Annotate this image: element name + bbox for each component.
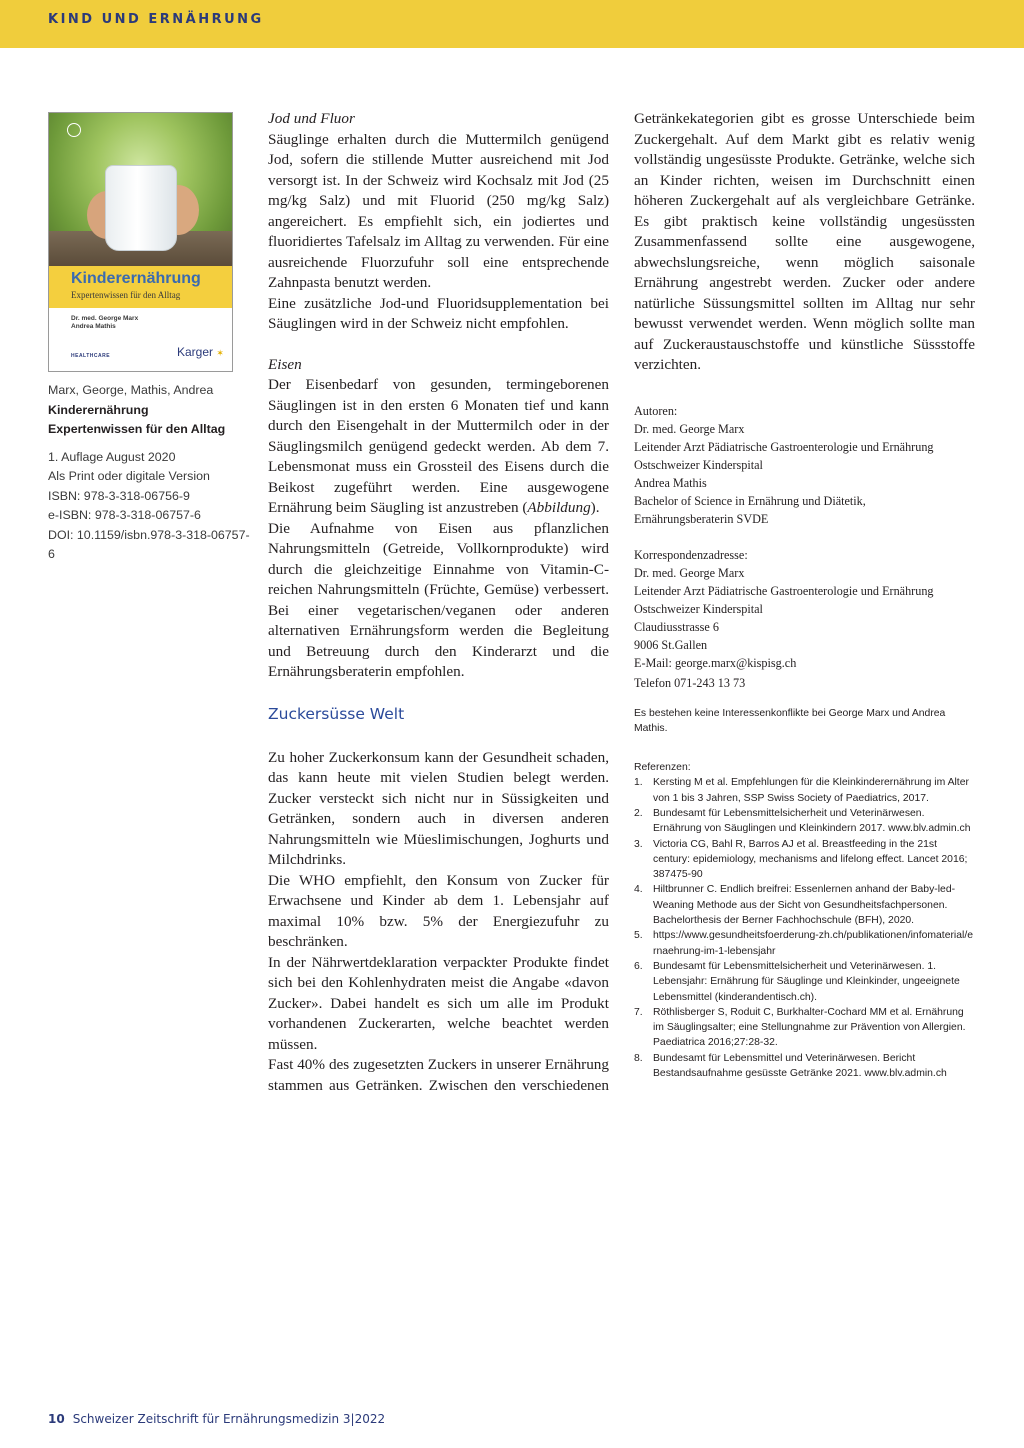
references-label: Referenzen:	[634, 762, 691, 774]
page-number: 10	[48, 1412, 65, 1426]
book-info	[48, 381, 253, 565]
cover-photo-milk-glass	[49, 113, 232, 266]
authors-label: Autoren:	[634, 403, 678, 418]
paragraph-zucker-4-continued: Getränkekategorien gibt es grosse Unterschiede beim Zuckergehalt. Auf dem Markt gibt es relativ wenig vollständig ungesüsste Produkte. Getränke, welche sich an Kinder richten, weisen im Durchschnitt einen höheren Zuckergehalt auf als vergleichbare Getränke. Es gibt praktisch keine vollständig ungesüssten	[634, 110, 975, 230]
cover-subtitle: Expertenwissen für den Alltag	[71, 290, 181, 300]
spacer	[268, 335, 609, 355]
reference-number: 6.	[634, 960, 643, 972]
reference-number: 5.	[634, 930, 643, 942]
paragraph-jod-2: Eine zusätzliche Jod-und Fluoridsupplementation bei Säuglingen wird in der Schweiz nicht empfohlen.	[268, 294, 609, 332]
book-format: Als Print oder digitale Version	[48, 469, 210, 483]
book-subtitle: Expertenwissen für den Alltag	[48, 422, 226, 436]
journal-name: Schweizer Zeitschrift für Ernährungsmedizin 3|2022	[72, 1412, 386, 1426]
reference-item	[634, 837, 975, 883]
spacer	[634, 376, 975, 402]
reference-item	[634, 882, 975, 928]
authors-block	[634, 402, 975, 528]
article-column-2	[634, 109, 975, 1081]
reference-text: Victoria CG, Bahl R, Barros AJ et al. Breastfeeding in the 21st century: epidemiology, mechanisms and lifelong effect. Lancet 2016; 387475-90	[653, 838, 968, 881]
book-doi: DOI: 10.1159/isbn.978-3-318-06757-6	[48, 527, 250, 561]
section-header-bar	[0, 0, 1024, 48]
paragraph-eisen-1	[268, 375, 609, 519]
reference-item	[634, 1051, 975, 1082]
paragraph-eisen-1-b: ).	[590, 499, 600, 516]
correspondence-block	[634, 546, 975, 692]
correspondence-email: E-Mail: george.marx@kispisg.ch	[634, 655, 797, 670]
reference-number: 1.	[634, 777, 643, 789]
paragraph-zucker-4: Fast 40% des zugesetzten Zuckers in unserer Ernährung stammen aus Getränken. Zwischen den verschiedenen	[268, 1056, 609, 1094]
section-title: KIND UND ERNÄHRUNG	[48, 12, 264, 27]
reference-text: Bundesamt für Lebensmittelsicherheit und Veterinärwesen. Ernährung von Säuglingen und Kleinkindern 2017. www.blv.admin.ch	[653, 807, 971, 835]
author-1-name: Dr. med. George Marx	[634, 421, 745, 436]
paragraph-zucker-5: Zusammenfassend sollte eine ausgewogene, abwechslungsreiche, wenn möglich saisonale Ernährung angestrebt werden. Zucker oder andere natürliche Süssungsmittel sollten im Alltag nur sehr bewusst verwendet werden. Wenn möglich sollte man auf Zuckeraustauschstoffe und künstliche Süssstoffe verzichten.	[634, 233, 975, 373]
subheading-eisen: Eisen	[268, 355, 302, 373]
spacer	[268, 724, 609, 748]
reference-number: 2.	[634, 807, 643, 819]
conflict-of-interest: Es bestehen keine Interessenkonflikte bei George Marx und Andrea Mathis.	[634, 707, 946, 734]
reference-text: Kersting M et al. Empfehlungen für die Kleinkinderernährung im Alter von 1 bis 3 Jahren, SSP Swiss Society of Paediatrics, 2017.	[653, 777, 969, 804]
reference-item	[634, 775, 975, 806]
paragraph-zucker-2: Die WHO empfiehlt, den Konsum von Zucker für Erwachsene und Kinder ab dem 1. Lebensjahr auf maximal 10% bzw. 5% der Energiezufuhr zu beschränken.	[268, 871, 609, 950]
section-heading-zucker: Zuckersüsse Welt	[268, 704, 405, 723]
spacer	[634, 736, 975, 760]
article-column-1	[268, 109, 609, 1096]
book-cover-image	[48, 112, 233, 372]
reference-text: Bundesamt für Lebensmittelsicherheit und Veterinärwesen. 1. Lebensjahr: Ernährung für Säuglinge und Kleinkinder, ungeeignete Lebensmittel (kinderandentisch.ch).	[653, 960, 960, 1003]
reference-number: 8.	[634, 1052, 643, 1064]
reference-item	[634, 1005, 975, 1051]
paragraph-zucker-3: In der Nährwertdeklaration verpackter Produkte findet sich bei den Kohlenhydraten meist die Angabe «davon Zucker». Dabei handelt es sich um alle im Produkt vorhandenen Zuckerarten, welche beachtet werden müssen.	[268, 953, 609, 1053]
karger-mark-icon: ✶	[216, 348, 224, 358]
correspondence-street: Claudiusstrasse 6	[634, 619, 719, 634]
book-edition: 1. Auflage August 2020	[48, 449, 176, 464]
book-title: Kinderernährung	[48, 402, 149, 417]
correspondence-org: Ostschweizer Kinderspital	[634, 601, 763, 616]
book-isbn: ISBN: 978-3-318-06756-9	[48, 488, 190, 503]
book-info-gap	[48, 440, 253, 448]
correspondence-city: 9006 St.Gallen	[634, 637, 708, 652]
correspondence-name: Dr. med. George Marx	[634, 565, 745, 580]
reference-text: https://www.gesundheitsfoerderung-zh.ch/publikationen/infomaterial/ernaehrung-im-1-lebensjahr	[653, 930, 973, 957]
reference-number: 4.	[634, 884, 643, 896]
paragraph-zucker-1: Zu hoher Zuckerkonsum kann der Gesundheit schaden, das kann heute mit vielen Studien belegt werden. Zucker versteckt sich nicht nur in Süssigkeiten und Getränken, sondern auch in diversen anderen Nahrungsmitteln wie Müeslimischungen, Joghurts und Milchdrinks.	[268, 748, 609, 868]
author-2-name: Andrea Mathis	[634, 475, 707, 490]
spacer	[268, 683, 609, 704]
book-eisbn: e-ISBN: 978-3-318-06757-6	[48, 508, 201, 522]
reference-text: Röthlisberger S, Roduit C, Burkhalter-Cochard MM et al. Ernährung im Säuglingsalter; eine Stellungnahme zur Prävention von Allergien. Paediatrica 2016;27:28-32.	[653, 1006, 966, 1049]
correspondence-phone: Telefon 071-243 13 73	[634, 675, 746, 690]
cover-author-1: Dr. med. George Marx	[71, 315, 139, 322]
reference-number: 7.	[634, 1006, 643, 1018]
subheading-jod: Jod und Fluor	[268, 110, 355, 127]
page-footer	[48, 1412, 385, 1426]
correspondence-label: Korrespondenzadresse:	[634, 547, 748, 562]
cover-publisher: Karger	[177, 345, 214, 359]
cover-publisher-logo	[177, 345, 224, 359]
correspondence-role: Leitender Arzt Pädiatrische Gastroenterologie und Ernährung	[634, 583, 934, 598]
author-2-role-a: Bachelor of Science in Ernährung und Diätetik,	[634, 493, 866, 508]
spacer	[634, 528, 975, 546]
paragraph-eisen-1-a: Der Eisenbedarf von gesunden, termingeborenen Säuglingen ist in den ersten 6 Monaten tief und kann durch den Eisengehalt in der Muttermilch oder in der Säuglingsmilch genügend gedeckt werden. Ab dem 7. Lebensmonat muss ein Grossteil des Eisens durch die Beikost zugeführt werden. Eine ausgewogene Ernährung beim Säugling ist anzustreben (	[268, 376, 609, 516]
author-2-role-b: Ernährungsberaterin SVDE	[634, 511, 769, 526]
references-block	[634, 760, 975, 1081]
author-1-org: Ostschweizer Kinderspital	[634, 457, 763, 472]
cover-milk-glass	[105, 165, 177, 251]
paragraph-jod-1: Säuglinge erhalten durch die Muttermilch genügend Jod, sofern die stillende Mutter ausreichend mit Jod versorgt ist. In der Schweiz wird Kochsalz mit Jod (25 mg/kg Salz) und mit Fluorid (250 mg/kg Salz) angereichert. Es empfiehlt sich, ein jodiertes und fluoridiertes Tafelsalz im Alltag zu verwenden. Für eine ausreichende Fluorzufuhr soll eine entsprechende Zahnpasta benutzt werden.	[268, 130, 609, 291]
reference-item	[634, 806, 975, 837]
cover-author-2: Andrea Mathis	[71, 323, 116, 330]
paragraph-eisen-2: Die Aufnahme von Eisen aus pflanzlichen Nahrungsmitteln (Getreide, Vollkornprodukte) wird durch die gleichzeitige Einnahme von Vitamin-C-reichen Nahrungsmitteln (Früchte, Gemüse) verbessert. Bei einer vegetarischen/veganen oder anderen alternativen Ernährungsform werden die Begleitung und Betreuung durch den Kinderarzt und die Ernährungsberaterin empfohlen.	[268, 519, 609, 680]
book-authors: Marx, George, Mathis, Andrea	[48, 383, 214, 397]
paragraph-zucker-4-continued-wrap	[634, 109, 975, 232]
reference-text: Hiltbrunner C. Endlich breifrei: Essenlernen anhand der Baby-led-Weaning Methode aus der Sicht von Gesundheitsfachpersonen. Bachelorthesis der Berner Fachhochschule (BFH), 2020.	[653, 884, 956, 927]
reference-item	[634, 928, 975, 959]
reference-number: 3.	[634, 838, 643, 850]
cover-authors	[71, 315, 138, 331]
reference-text: Bundesamt für Lebensmittel und Veterinärwesen. Bericht Bestandsaufnahme gesüsste Getränke 2021. www.blv.admin.ch	[653, 1052, 947, 1080]
references-list	[634, 775, 975, 1081]
cover-title: Kinderernährung	[71, 270, 201, 287]
cover-emblem-icon	[67, 123, 81, 137]
author-1-role: Leitender Arzt Pädiatrische Gastroenterologie und Ernährung	[634, 439, 934, 454]
cover-imprint: HEALTHCARE	[71, 353, 111, 359]
paragraph-eisen-1-figure-ref: Abbildung	[527, 499, 591, 516]
spacer	[634, 692, 975, 706]
reference-item	[634, 959, 975, 1005]
